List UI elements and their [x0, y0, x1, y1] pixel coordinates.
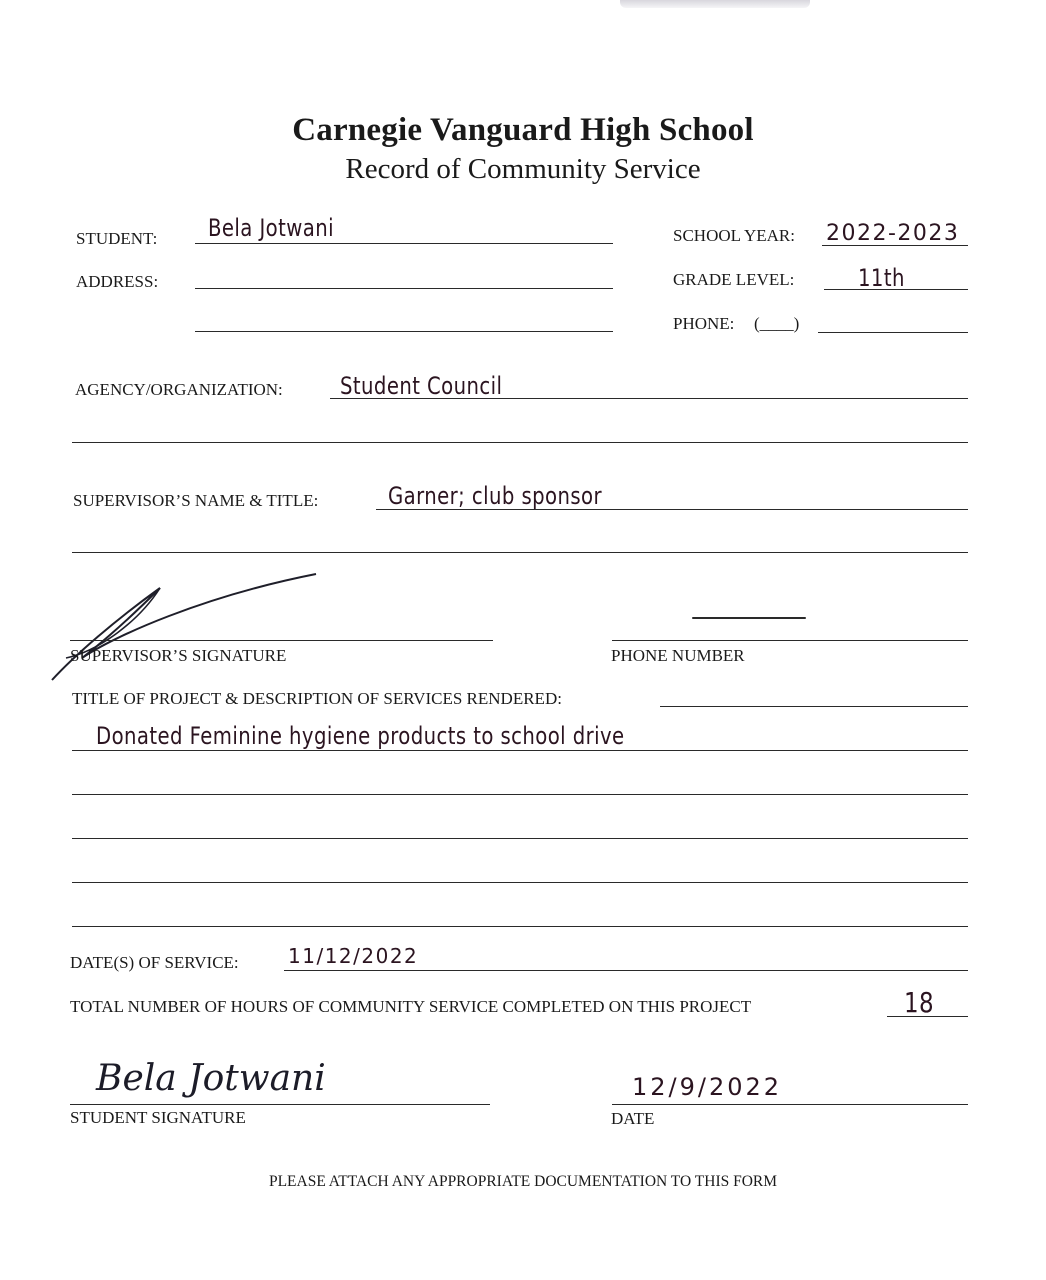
agency-label: AGENCY/ORGANIZATION:	[75, 380, 283, 399]
date-field[interactable]: 12/9/2022	[632, 1073, 783, 1101]
student-signature-line	[70, 1104, 490, 1105]
phone-area-code[interactable]: (____)	[754, 314, 800, 333]
school-name: Carnegie Vanguard High School	[292, 112, 754, 148]
student-signature-label: STUDENT SIGNATURE	[70, 1108, 246, 1127]
project-description-field[interactable]: Donated Feminine hygiene products to school drive	[96, 722, 625, 750]
form-title: Record of Community Service	[345, 153, 701, 185]
scan-smudge	[620, 0, 810, 8]
phone-number-line[interactable]	[612, 640, 968, 641]
supervisor-signature-stroke	[44, 566, 334, 686]
description-line-3[interactable]	[72, 838, 968, 839]
project-title-line[interactable]	[660, 706, 968, 707]
student-name-field[interactable]: Bela Jotwani	[208, 214, 334, 242]
agency-line-2[interactable]	[72, 442, 968, 443]
description-line-4[interactable]	[72, 882, 968, 883]
student-label: STUDENT:	[76, 229, 158, 248]
total-hours-label: TOTAL NUMBER OF HOURS OF COMMUNITY SERVICE COMPLETED ON THIS PROJECT	[70, 997, 752, 1016]
phone-number-dash	[692, 617, 806, 619]
service-dates-field[interactable]: 11/12/2022	[288, 944, 419, 968]
address-label: ADDRESS:	[76, 272, 159, 291]
student-line	[195, 243, 613, 244]
footer-note: PLEASE ATTACH ANY APPROPRIATE DOCUMENTATION TO THIS FORM	[268, 1173, 778, 1190]
project-label: TITLE OF PROJECT & DESCRIPTION OF SERVICES RENDERED:	[72, 689, 562, 708]
supervisor-name-field[interactable]: Garner; club sponsor	[388, 482, 602, 510]
supervisor-name-label: SUPERVISOR’S NAME & TITLE:	[73, 491, 319, 510]
description-line-5[interactable]	[72, 926, 968, 927]
school-year-label: SCHOOL YEAR:	[673, 226, 795, 245]
school-year-field[interactable]: 2022-2023	[826, 221, 960, 246]
address-line-2[interactable]	[195, 331, 613, 332]
date-label: DATE	[611, 1109, 655, 1128]
supervisor-line-2[interactable]	[72, 552, 968, 553]
service-dates-label: DATE(S) OF SERVICE:	[70, 953, 239, 972]
supervisor-signature-line[interactable]	[70, 640, 493, 641]
description-line-2[interactable]	[72, 794, 968, 795]
phone-line[interactable]	[818, 332, 968, 333]
phone-number-label: PHONE NUMBER	[611, 646, 745, 665]
service-dates-line	[284, 970, 968, 971]
description-line-1	[72, 750, 968, 751]
supervisor-signature-label: SUPERVISOR’S SIGNATURE	[70, 646, 287, 665]
student-signature-field[interactable]: Bela Jotwani	[96, 1058, 326, 1099]
grade-level-label: GRADE LEVEL:	[673, 270, 795, 289]
date-line	[612, 1104, 968, 1105]
phone-label: PHONE:	[673, 314, 735, 333]
address-line-1[interactable]	[195, 288, 613, 289]
agency-field[interactable]: Student Council	[340, 372, 503, 400]
total-hours-field[interactable]: 18	[904, 986, 935, 1019]
grade-level-field[interactable]: 11th	[858, 264, 905, 292]
